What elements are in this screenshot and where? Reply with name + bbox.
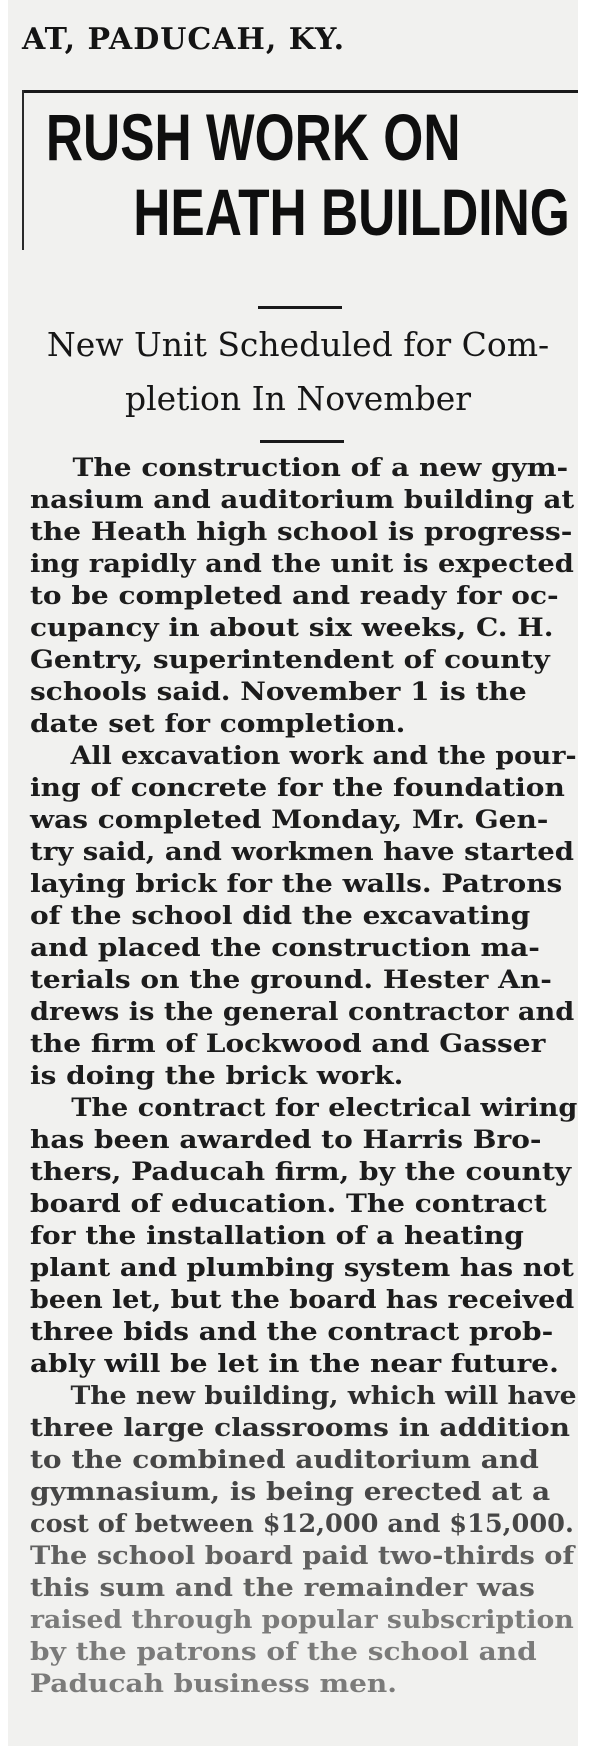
body-line: cupancy in about six weeks, C. H. [30,613,554,642]
body-line: by the patrons of the school and [30,1637,537,1666]
body-line: The school board paid two-thirds of [30,1541,575,1570]
body-line: for the installation of a heating [30,1221,524,1250]
headline-dash [258,306,342,309]
subheadline-line-1: New Unit Scheduled for Com- [46,325,550,364]
subheadline-line-2: pletion In November [124,379,472,418]
body-line: ably will be let in the near future. [30,1349,559,1378]
dateline: AT, PADUCAH, KY. [22,22,346,57]
body-line: gymnasium, is being erected at a [30,1477,551,1506]
body-line: was completed Monday, Mr. Gen- [30,805,549,834]
body-line: cost of between $12,000 and $15,000. [30,1509,574,1538]
body-line: Paducah business men. [30,1669,398,1698]
subhead-dash [260,440,344,443]
body-line: The construction of a new gym- [72,453,569,482]
body-line: Gentry, superintendent of county [30,645,550,674]
body-line: been let, but the board has received [30,1285,575,1314]
body-line: three large classrooms in addition [30,1413,570,1442]
body-line: try said, and workmen have started [30,837,574,866]
body-line: to be completed and ready for oc- [30,581,559,610]
headline-line-1: RUSH WORK ON [45,100,461,174]
body-line: The contract for electrical wiring [71,1093,578,1122]
body-line: is doing the brick work. [30,1061,404,1090]
article-body [30,452,578,1700]
body-line: All excavation work and the pour- [70,741,577,770]
body-line: of the school did the excavating [30,901,531,930]
body-line: schools said. November 1 is the [30,677,527,706]
top-rule [22,90,578,93]
body-line: ing rapidly and the unit is expected [30,549,574,578]
body-line: to the combined auditorium and [30,1445,539,1474]
body-line: The new building, which will have [70,1381,577,1410]
subheadline [28,318,568,426]
body-line: the Heath high school is progress- [30,517,573,546]
body-line: board of education. The contract [30,1189,547,1218]
body-line: thers, Paducah firm, by the county [30,1157,572,1186]
body-line: date set for completion. [30,709,406,738]
body-line: raised through popular subscription [30,1605,574,1634]
body-line: and placed the construction ma- [30,933,540,962]
body-line: this sum and the remainder was [30,1573,535,1602]
body-line: drews is the general contractor and [30,997,575,1026]
body-line: the firm of Lockwood and Gasser [30,1029,546,1058]
body-line: plant and plumbing system has not [30,1253,574,1282]
body-line: terials on the ground. Hester An- [30,965,552,994]
body-line: nasium and auditorium building at [30,485,575,514]
newspaper-clipping [8,0,578,1746]
body-line: three bids and the contract prob- [30,1317,554,1346]
body-line: has been awarded to Harris Bro- [30,1125,542,1154]
body-line: ing of concrete for the foundation [30,773,565,802]
headline-line-2: HEATH BUILDING [133,175,570,249]
headline [24,100,570,250]
body-line: laying brick for the walls. Patrons [30,869,563,898]
